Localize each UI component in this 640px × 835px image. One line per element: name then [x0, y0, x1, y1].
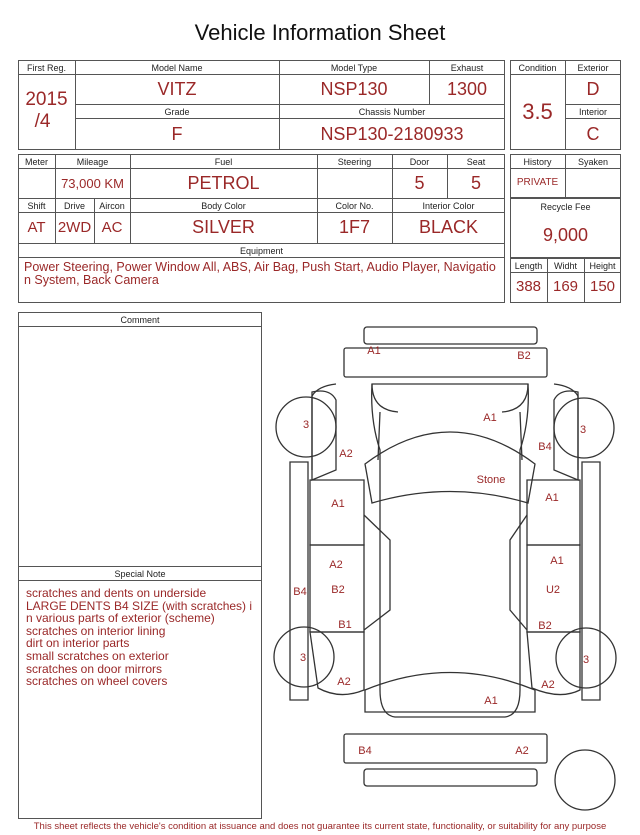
special-note-label: Special Note [114, 569, 166, 579]
history-value: PRIVATE [516, 177, 559, 188]
color-no-label: Color No. [335, 201, 374, 211]
mark-right-front-fender: B4 [538, 441, 552, 453]
drive-label: Drive [63, 201, 85, 211]
seat-label: Seat [466, 157, 486, 167]
interior-label: Interior [578, 107, 607, 117]
meter-label: Meter [24, 157, 48, 167]
page-title: Vehicle Information Sheet [194, 20, 446, 45]
special-note-item: scratches and dents on underside [26, 586, 207, 600]
history-label: History [523, 157, 552, 167]
mark-hood: A1 [483, 412, 497, 424]
length-value: 388 [515, 278, 542, 295]
special-note-item: scratches on wheel covers [26, 674, 168, 689]
mark-left-rear-corner: A2 [337, 676, 351, 688]
interior-color-value: BLACK [418, 217, 479, 237]
recycle-fee-value: 9,000 [542, 225, 589, 245]
length-label: Length [514, 261, 543, 271]
disclaimer-footer: This sheet reflects the vehicle's condition at issuance and does not guarantee its current state, functionality, or suitability for any purpose [33, 821, 607, 832]
headlight-right [502, 384, 528, 412]
interior-color-label: Interior Color [422, 201, 475, 211]
mark-front-right-wheel: 3 [579, 424, 587, 436]
mark-left-rear-quarter: B1 [338, 619, 352, 631]
special-note-item: n various parts of exterior (scheme) [26, 611, 215, 626]
syaken-label: Syaken [577, 157, 609, 167]
color-no-value: 1F7 [338, 217, 371, 237]
grade-label: Grade [164, 107, 190, 117]
chassis-number-label: Chassis Number [358, 107, 426, 117]
left-front-fender [312, 391, 336, 480]
mark-left-rear-door-b: B2 [331, 584, 345, 596]
fuel-label: Fuel [214, 157, 233, 167]
condition-value: 3.5 [522, 99, 553, 124]
body-color-label: Body Color [201, 201, 246, 211]
rear-window [365, 673, 535, 713]
special-note-item: LARGE DENTS B4 SIZE (with scratches) i [26, 598, 253, 613]
condition-label: Condition [518, 63, 557, 73]
mark-rear-bumper-right: A2 [515, 745, 529, 757]
headlight-left [372, 384, 398, 412]
recycle-fee-label: Recycle Fee [540, 202, 591, 212]
mark-rear-right-wheel: 3 [582, 654, 590, 666]
steering-label: Steering [337, 157, 372, 167]
mileage-value: 73,000 KM [61, 176, 124, 191]
car-body-outline [372, 384, 529, 717]
height-label: Height [589, 261, 616, 271]
shift-label: Shift [27, 201, 46, 211]
equipment-value: Power Steering, Power Window All, ABS, Air Bag, Push Start, Audio Player, Navigation System, Back Camera [24, 260, 496, 287]
mark-right-rear-door-a: A1 [550, 555, 564, 567]
exhaust-label: Exhaust [450, 63, 484, 73]
aircon-label: Aircon [99, 201, 125, 211]
exterior-value: D [586, 79, 600, 99]
height-value: 150 [589, 278, 616, 295]
first-reg-year: 2015 [25, 89, 68, 110]
width-label: Widht [553, 261, 577, 271]
aircon-value: AC [101, 219, 123, 236]
rear-bumper-lower [364, 769, 537, 786]
equipment-label: Equipment [239, 246, 284, 256]
spare-wheel-icon [555, 750, 615, 810]
mark-right-rear-door-b: U2 [545, 584, 561, 596]
mark-windshield: Stone [476, 474, 506, 486]
right-front-door [527, 480, 580, 545]
model-name-value: VITZ [157, 79, 197, 99]
drive-value: 2WD [57, 219, 92, 236]
special-note-item: small scratches on exterior [26, 648, 169, 663]
special-note-item: scratches on interior lining [26, 623, 166, 638]
interior-value: C [586, 124, 600, 144]
seat-value: 5 [470, 173, 481, 193]
model-type-label: Model Type [330, 63, 378, 73]
mark-right-rear-quarter: B2 [538, 620, 552, 632]
width-value: 169 [552, 278, 579, 295]
mark-front-bumper-right: B2 [517, 350, 531, 362]
fuel-value: PETROL [187, 173, 260, 193]
exterior-label: Exterior [577, 63, 609, 73]
grade-value: F [171, 124, 183, 144]
mark-rear-left-wheel: 3 [299, 652, 307, 664]
model-name-label: Model Name [151, 63, 203, 73]
mark-front-left-wheel: 3 [302, 419, 310, 431]
model-type-value: NSP130 [320, 79, 388, 99]
front-bumper-upper [364, 327, 537, 344]
comment-label: Comment [120, 315, 160, 325]
mark-left-front-door: A1 [331, 498, 345, 510]
first-reg-month: /4 [34, 111, 51, 132]
exhaust-value: 1300 [446, 79, 488, 99]
mark-rear-bumper-left: B4 [358, 745, 372, 757]
mark-trunk: A1 [484, 695, 498, 707]
door-value: 5 [414, 173, 425, 193]
left-front-door [310, 480, 364, 545]
special-note-item: scratches on door mirrors [26, 661, 163, 676]
body-color-value: SILVER [192, 217, 255, 237]
shift-value: AT [27, 219, 46, 236]
mark-left-sill: B4 [293, 586, 307, 598]
mark-front-bumper: A1 [367, 345, 381, 357]
mark-left-front-fender: A2 [339, 448, 353, 460]
mileage-label: Mileage [76, 157, 109, 167]
special-note-item: dirt on interior parts [26, 636, 130, 651]
windshield [365, 432, 535, 503]
first-reg-label: First Reg. [26, 63, 66, 73]
door-label: Door [409, 157, 430, 167]
mark-left-rear-door-a: A2 [329, 559, 343, 571]
chassis-number-value: NSP130-2180933 [320, 124, 464, 144]
left-sill [290, 462, 308, 700]
mark-right-rear-corner: A2 [541, 679, 555, 691]
mark-right-front-door: A1 [545, 492, 559, 504]
